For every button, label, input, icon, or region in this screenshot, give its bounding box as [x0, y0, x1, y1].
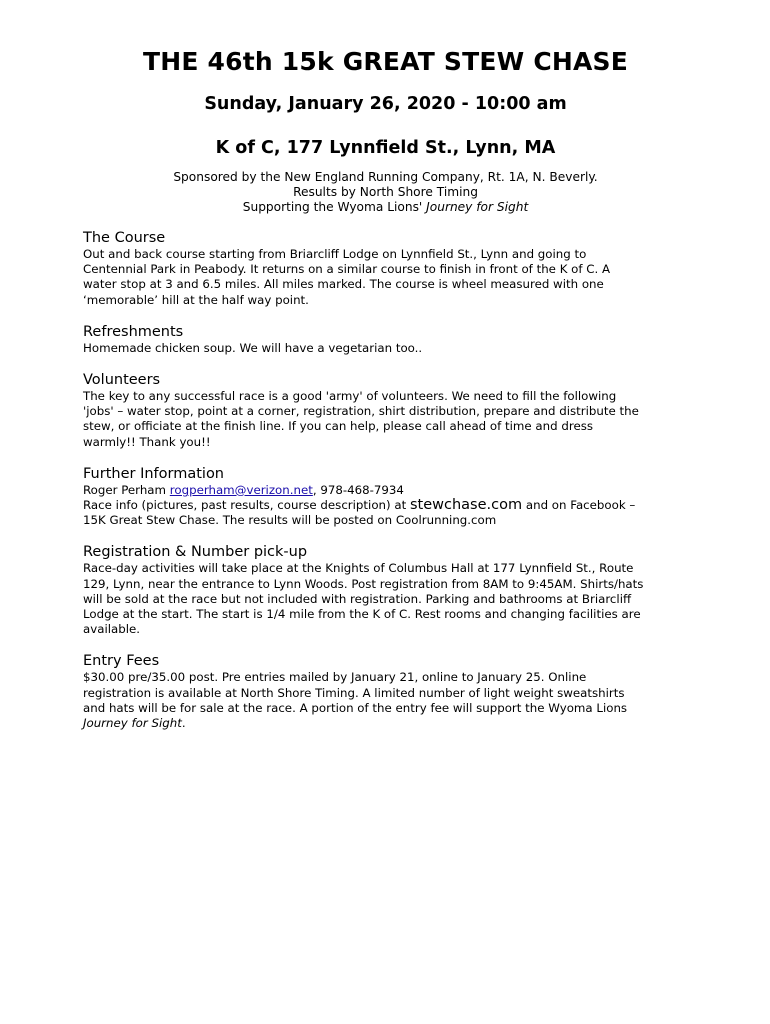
text-line: Centennial Park in Peabody. It returns on a similar course to finish in front of the K of C. A: [83, 262, 611, 277]
flyer-page: [83, 44, 688, 731]
section-body: [83, 247, 688, 308]
page-title: THE 46th 15k GREAT STEW CHASE: [142, 47, 629, 76]
section-body: [83, 389, 688, 450]
section-title: Entry Fees: [83, 653, 160, 670]
text-line: 129, Lynn, near the entrance to Lynn Woods. Post registration from 8AM to 9:45AM. Shirts/hats: [83, 576, 644, 591]
race-website: stewchase.com: [409, 497, 523, 514]
section-further-information: [83, 466, 688, 529]
contact-phone: , 978-468-7934: [312, 482, 404, 497]
journey-for-sight: Journey for Sight: [83, 716, 182, 731]
period: .: [181, 716, 186, 731]
supporting-line: [83, 200, 688, 215]
section-registration: [83, 544, 688, 637]
section-title: Refreshments: [83, 323, 184, 340]
race-location: K of C, 177 Lynnfield St., Lynn, MA: [215, 138, 556, 158]
text-line: Homemade chicken soup. We will have a vegetarian too..: [83, 340, 423, 355]
text-line: 15K Great Stew Chase. The results will be posted on Coolrunning.com: [83, 513, 497, 528]
text-line: stew, or officiate at the finish line. If you can help, please call ahead of time and dress: [83, 419, 594, 434]
race-info-line: [83, 498, 688, 513]
section-body: [83, 561, 688, 637]
journey-for-sight: Journey for Sight: [426, 200, 529, 214]
text-line: water stop at 3 and 6.5 miles. All miles marked. The course is wheel measured with one: [83, 277, 604, 292]
contact-email-link[interactable]: rogperham@verizon.net: [169, 482, 313, 497]
section-refreshments: [83, 324, 688, 356]
text-line: 'jobs' – water stop, point at a corner, registration, shirt distribution, prepare and distribute the: [83, 404, 639, 419]
text-line: Race-day activities will take place at the Knights of Columbus Hall at 177 Lynnfield St., Route: [83, 561, 634, 576]
contact-line: [83, 483, 688, 498]
section-body: [83, 341, 688, 356]
race-info-prefix: Race info (pictures, past results, course description) at: [83, 498, 410, 513]
section-course: [83, 230, 688, 308]
text-line: and hats will be for sale at the race. A portion of the entry fee will support the Wyoma Lions: [83, 700, 628, 715]
section-title: Volunteers: [83, 372, 161, 389]
text-line: Out and back course starting from Briarcliff Lodge on Lynnfield St., Lynn and going to: [83, 247, 587, 261]
race-info-suffix: and on Facebook –: [522, 498, 636, 513]
results-line: Results by North Shore Timing: [293, 185, 478, 199]
text-line: Lodge at the start. The start is 1/4 mile from the K of C. Rest rooms and changing facilities are: [83, 607, 641, 622]
section-entry-fees: [83, 653, 688, 731]
text-line: warmly!! Thank you!!: [83, 434, 211, 449]
text-line: will be sold at the race but not included with registration. Parking and bathrooms at Briarcliff: [83, 591, 632, 606]
section-body: [83, 670, 688, 731]
text-line: registration is available at North Shore Timing. A limited number of light weight sweatshirts: [83, 685, 625, 700]
text-line: The key to any successful race is a good 'army' of volunteers. We need to fill the following: [83, 389, 617, 404]
section-body: [83, 483, 688, 529]
text-line: available.: [83, 622, 140, 637]
sponsor-block: [83, 170, 688, 215]
text-line: $30.00 pre/35.00 post. Pre entries mailed by January 21, online to January 25. Online: [83, 670, 587, 685]
race-date: Sunday, January 26, 2020 - 10:00 am: [204, 94, 567, 114]
supporting-prefix: Supporting the Wyoma Lions': [242, 200, 427, 214]
section-title: Registration & Number pick-up: [83, 544, 308, 561]
text-line: [83, 716, 688, 731]
section-volunteers: [83, 372, 688, 450]
sponsor-line: Sponsored by the New England Running Company, Rt. 1A, N. Beverly.: [173, 170, 598, 184]
section-title: The Course: [83, 230, 166, 246]
text-line: ‘memorable’ hill at the half way point.: [83, 292, 309, 307]
section-title: Further Information: [83, 465, 224, 482]
contact-name: Roger Perham: [83, 482, 170, 497]
